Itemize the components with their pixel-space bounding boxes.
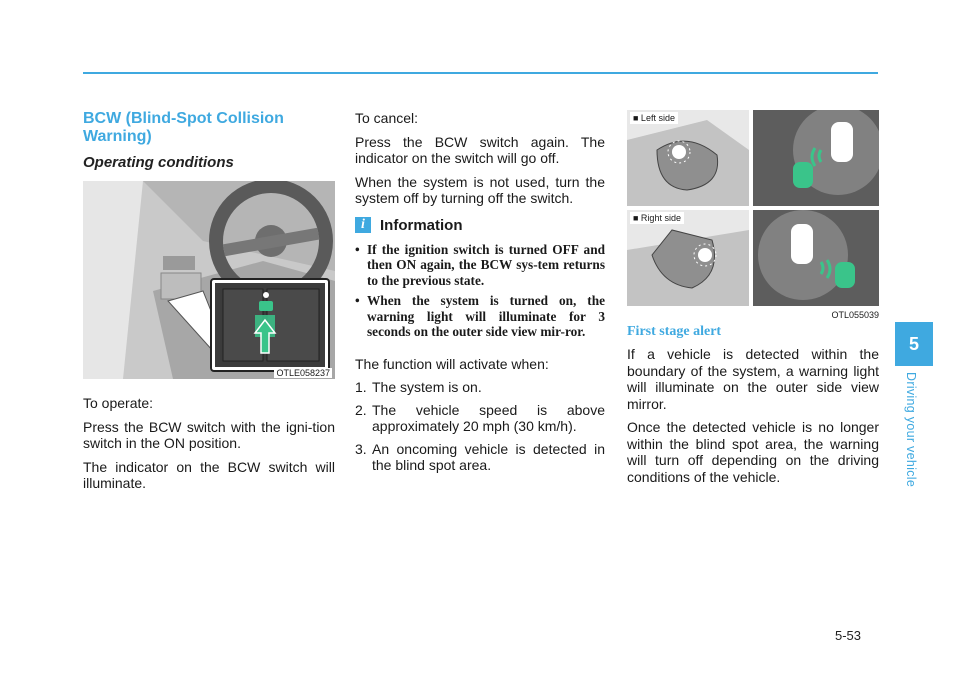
information-list (355, 242, 605, 340)
list-item: 1. The system is on. (355, 379, 482, 395)
cancel-heading: To cancel: (355, 110, 419, 126)
cancel-paragraph-2: When the system is not used, turn the system off by turning off the switch. (355, 173, 605, 206)
right-mirror-panel (627, 210, 749, 306)
left-mirror-panel (627, 110, 749, 206)
first-stage-paragraph-2: Once the detected vehicle is no longer within the blind spot area, the warning will turn off depending on the driving conditions of the vehicle. (627, 419, 879, 485)
column-left (83, 110, 335, 499)
information-header (355, 217, 605, 234)
operate-paragraph-1: Press the BCW switch with the igni-tion switch in the ON position. (83, 418, 335, 451)
side-mirror-icon (627, 210, 749, 306)
activation-list (355, 379, 605, 474)
subsection-title: Operating conditions (83, 154, 234, 171)
chapter-label: Driving your vehicle (904, 372, 918, 488)
information-icon: i (355, 217, 371, 233)
list-item: • When the system is turned on, the warning light will illuminate for 3 seconds on the outer side view mir-ror. (355, 293, 605, 339)
dashboard-illustration (83, 181, 335, 379)
section-title: BCW (Blind-Spot Collision Warning) (83, 110, 284, 145)
operate-paragraph-2: The indicator on the BCW switch will illuminate. (83, 458, 335, 491)
figure-caption: OTL055039 (831, 310, 879, 320)
bcw-switch-figure (83, 181, 335, 379)
list-item: 3. An oncoming vehicle is detected in the blind spot area. (355, 440, 605, 473)
left-radar-panel (753, 110, 879, 206)
first-stage-title: First stage alert (627, 324, 722, 339)
page-number: 5-53 (835, 628, 862, 643)
side-mirror-icon (627, 110, 749, 206)
list-item: 2. The vehicle speed is above approximately 20 mph (30 km/h). (355, 401, 605, 434)
radar-diagram (753, 110, 879, 206)
chapter-tab: 5 (895, 322, 933, 366)
left-side-label: ■ Left side (630, 112, 678, 124)
activation-intro: The function will activate when: (355, 355, 549, 372)
header-rule (83, 72, 878, 74)
radar-diagram (753, 210, 879, 306)
cancel-paragraph-1: Press the BCW switch again. The indicator on the switch will go off. (355, 133, 605, 166)
information-title: Information (380, 216, 463, 234)
column-middle (355, 110, 605, 480)
operate-heading: To operate: (83, 395, 154, 411)
list-item: • If the ignition switch is turned OFF and then ON again, the BCW sys-tem returns to the previous state. (355, 241, 605, 288)
figure-caption: OTLE058237 (276, 368, 330, 378)
right-side-label: ■ Right side (630, 212, 684, 224)
column-right (627, 110, 879, 492)
blind-spot-figure (627, 110, 879, 320)
first-stage-paragraph-1: If a vehicle is detected within the boundary of the system, a warning light will illuminate on the outer side view mirror. (627, 346, 879, 412)
right-radar-panel (753, 210, 879, 306)
